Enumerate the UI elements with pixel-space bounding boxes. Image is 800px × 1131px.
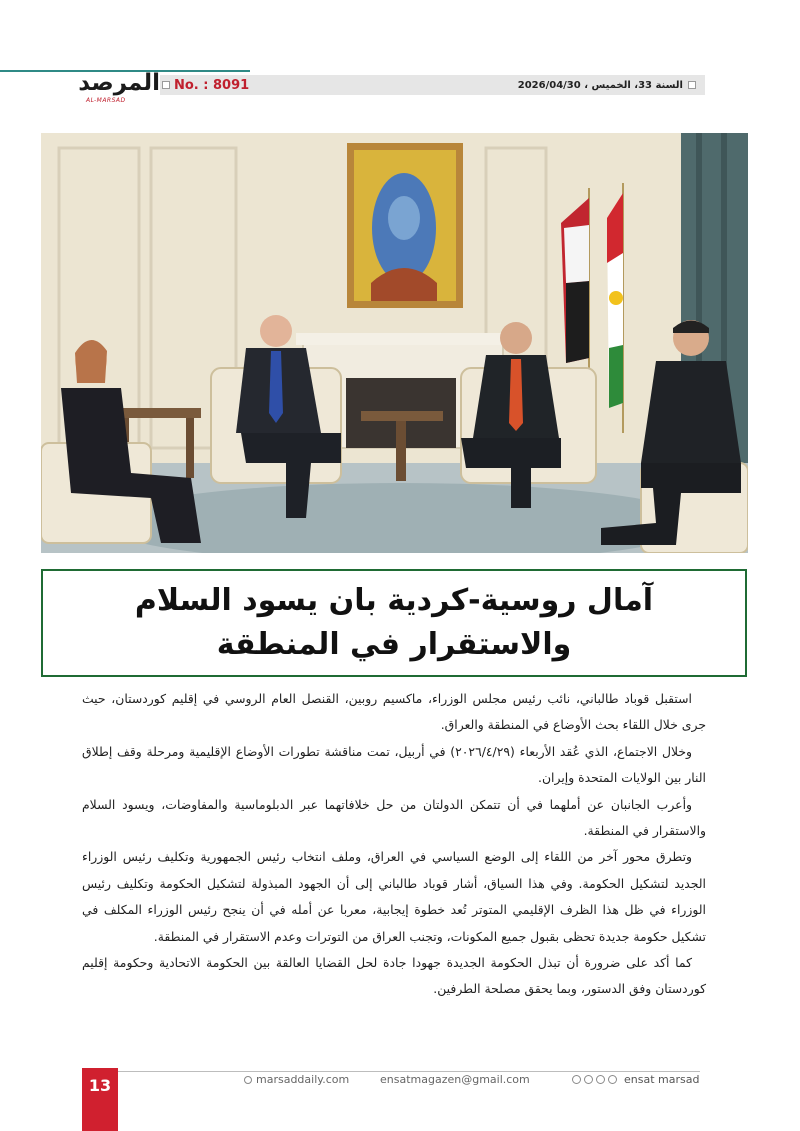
article-paragraph: وخلال الاجتماع، الذي عُقد الأربعاء (٢٠٢٦/٤/٢٩) في أربيل، تمت مناقشة تطورات الأوضاع الإقليمية ومرحلة وقف إطلاق النار بين الولايات المتحدة وإيران. — [82, 743, 706, 786]
meeting-photo — [41, 133, 748, 553]
globe-icon — [244, 1076, 252, 1084]
article-paragraph: استقبل قوباد طالباني، نائب رئيس مجلس الوزراء، ماكسيم روبين، القنصل العام الروسي في إقليم كوردستان، حيث جرى خلال اللقاء بحث الأوضاع في المنطقة والعراق. — [82, 691, 706, 733]
headline: آمال روسية-كردية بان يسود السلام والاستقرار في المنطقة — [134, 583, 654, 662]
square-bullet-icon — [162, 81, 170, 89]
instagram-icon[interactable] — [596, 1075, 605, 1084]
website-link[interactable]: marsaddaily.com — [256, 1073, 350, 1086]
twitter-icon[interactable] — [584, 1075, 593, 1084]
article-body — [82, 686, 706, 1003]
article-paragraph: وتطرق محور آخر من اللقاء إلى الوضع السياسي في العراق، وملف انتخاب رئيس الجمهورية وتكليف رئيس الوزراء الجديد لتشكيل الحكومة. وفي هذا السياق، أشار قوباد طالباني إلى أن الجهود المبذولة لتشكيل الحكومة وتكليف رئيس الوزراء في ظل هذا الظرف الإقليمي المتوتر تُعد خطوة إيجابية، معربا عن أمله في أن ينجح رئيس الوزراء المكلف في تشكيل حكومة جديدة تحظى بقبول جميع المكونات، وتجنب العراق من التوترات وعدم الاستقرار في المنطقة. — [82, 849, 706, 944]
issue-number-label: No. : 8091 — [174, 77, 250, 93]
square-bullet-icon — [688, 81, 696, 89]
footer-email[interactable]: ensatmagazen@gmail.com — [380, 1073, 530, 1086]
footer-website[interactable] — [244, 1073, 349, 1086]
logo-text: المرصد — [78, 70, 160, 96]
footer-rule — [82, 1071, 700, 1072]
logo-subtitle: AL-MARSAD — [86, 97, 126, 104]
youtube-icon[interactable] — [608, 1075, 617, 1084]
header-date — [518, 76, 696, 94]
article-paragraph: وأعرب الجانبان عن أملهما في أن تتمكن الدولتان من حل خلافاتهما عبر الدبلوماسية والمفاوضات، ويسود السلام والاستقرار في المنطقة. — [82, 796, 706, 839]
social-icons — [572, 1075, 617, 1084]
footer-brand: ensat marsad — [624, 1073, 700, 1086]
page-number-badge — [82, 1068, 118, 1131]
masthead-logo[interactable] — [78, 70, 160, 106]
issue-number — [162, 76, 249, 94]
meeting-photo-illustration — [41, 133, 748, 553]
date-line: السنة 33، الخميس ، 2026/04/30 — [517, 79, 683, 91]
article-paragraph: كما أكد على ضرورة أن تبذل الحكومة الجديدة جهودا جادة لحل القضايا العالقة بين الحكومة الاتحادية وحكومة إقليم كوردستان وفق الدستور، وبما يحقق مصلحة الطرفين. — [82, 955, 706, 997]
page-number: 13 — [88, 1076, 112, 1095]
facebook-icon[interactable] — [572, 1075, 581, 1084]
headline-box — [41, 569, 747, 677]
